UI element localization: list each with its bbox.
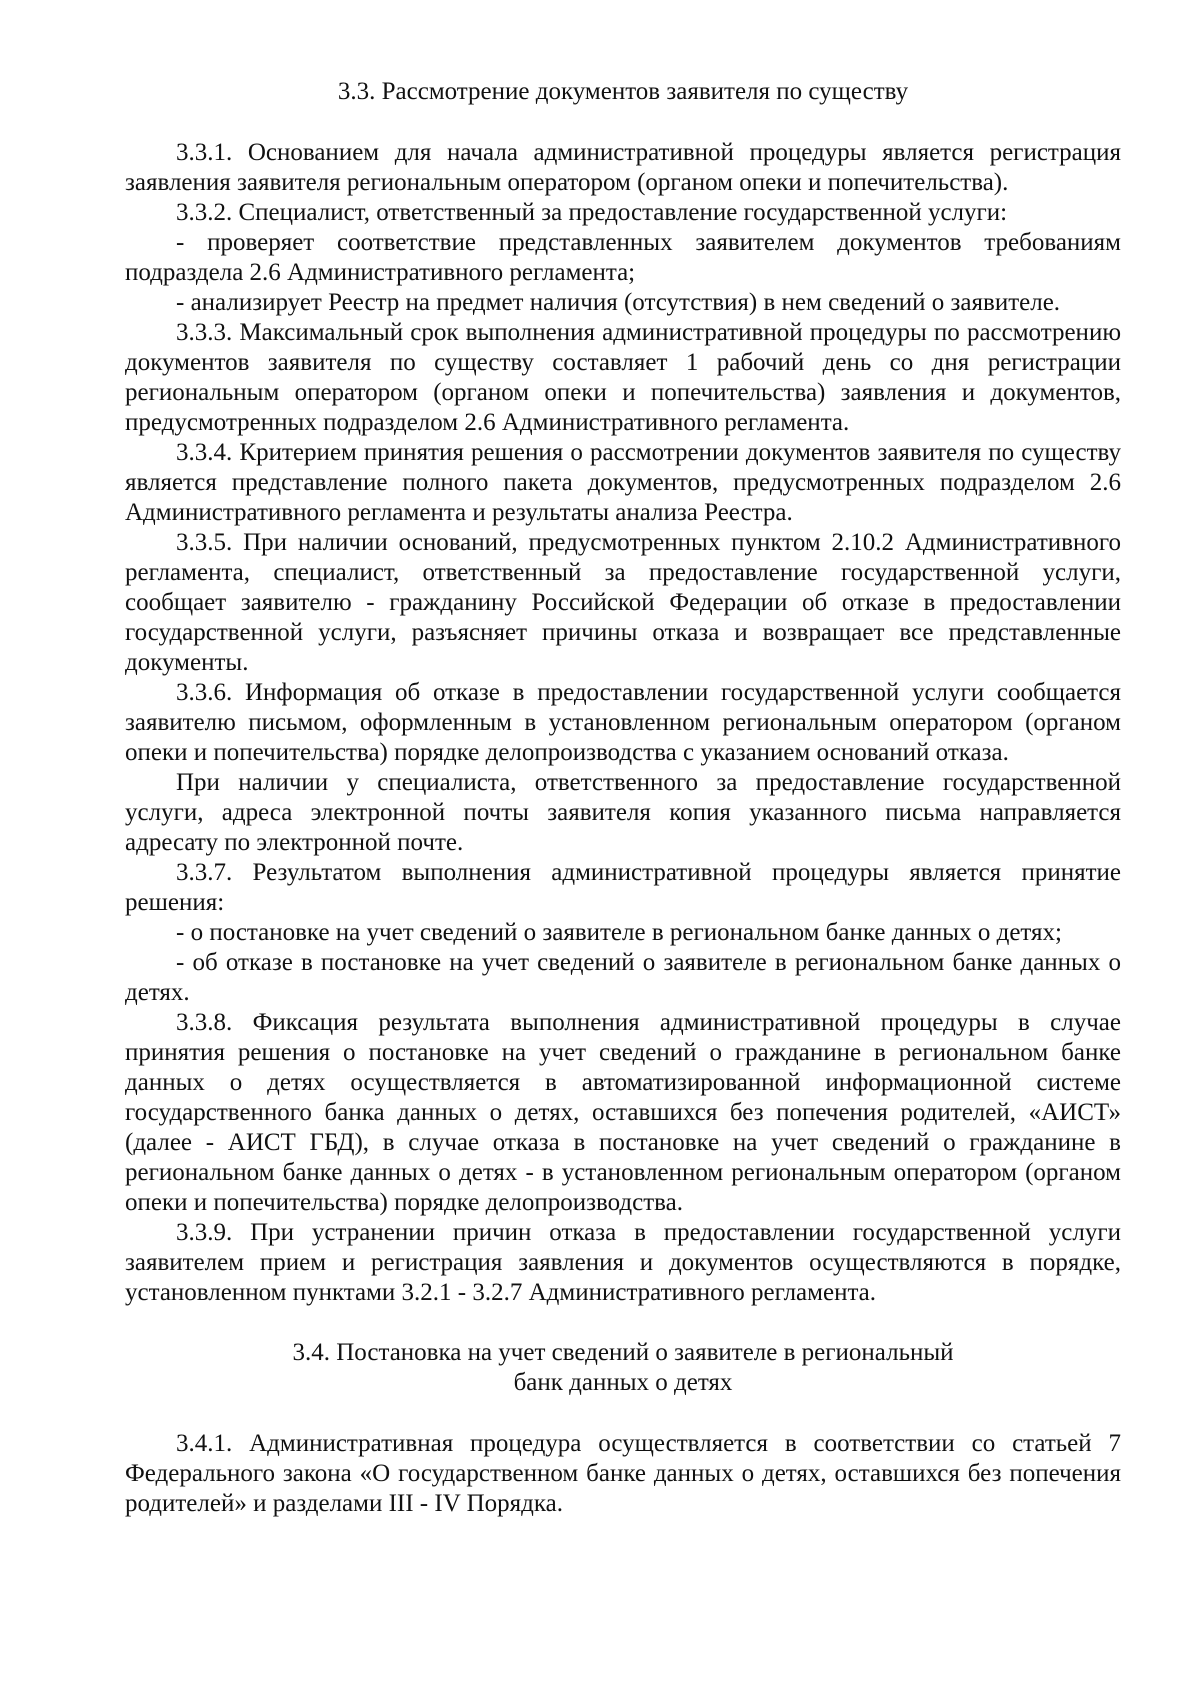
list-item-refusal-decision: - об отказе в постановке на учет сведений о заявителе в региональном банке данных о детях. — [125, 949, 1121, 1006]
paragraph-3-3-3: 3.3.3. Максимальный срок выполнения административной процедуры по рассмотрению документов заявителя по существу составляет 1 рабочий день со дня регистрации региональным оператором (органом опеки и попечительства) заявления и документов, предусмотренных подразделом 2.6 Административного регламента. — [125, 319, 1121, 436]
section-3-3-body — [125, 138, 1121, 1308]
paragraph-3-4-1: 3.4.1. Административная процедура осуществляется в соответствии со статьей 7 Федерального закона «О государственном банке данных о детях, оставшихся без попечения родителей» и разделами III - IV Порядка. — [125, 1430, 1121, 1517]
paragraph-3-3-9: 3.3.9. При устранении причин отказа в предоставлении государственной услуги заявителем прием и регистрация заявления и документов осуществляются в порядке, установленном пунктами 3.2.1 - 3.2.7 Административного регламента. — [125, 1219, 1121, 1306]
section-3-4-body — [125, 1429, 1121, 1519]
paragraph-3-3-6: 3.3.6. Информация об отказе в предоставлении государственной услуги сообщается заявителю письмом, оформленным в установленном региональным оператором (органом опеки и попечительства) порядке делопроизводства с указанием оснований отказа. — [125, 679, 1121, 766]
paragraph-3-3-2: 3.3.2. Специалист, ответственный за предоставление государственной услуги: — [176, 199, 1008, 226]
paragraph-3-3-7: 3.3.7. Результатом выполнения административной процедуры является принятие решения: — [125, 859, 1121, 916]
list-item-registration-decision: - о постановке на учет сведений о заявителе в региональном банке данных о детях; — [176, 919, 1062, 946]
section-heading-3-3: 3.3. Рассмотрение документов заявителя по существу — [337, 78, 909, 105]
section-heading-3-4 — [125, 1338, 1121, 1398]
section-heading-3-4-line-1: 3.4. Постановка на учет сведений о заявителе в региональный — [292, 1339, 954, 1366]
list-item-check-documents: - проверяет соответствие представленных заявителем документов требованиям подраздела 2.6 Административного регламента; — [125, 229, 1121, 286]
paragraph-email-notice: При наличии у специалиста, ответственного за предоставление государственной услуги, адреса электронной почты заявителя копия указанного письма направляется адресату по электронной почте. — [125, 769, 1121, 856]
section-heading-3-4-line-2: банк данных о детях — [513, 1369, 733, 1396]
paragraph-3-3-4: 3.3.4. Критерием принятия решения о рассмотрении документов заявителя по существу является представление полного пакета документов, предусмотренных подразделом 2.6 Административного регламента и результаты анализа Реестра. — [125, 439, 1121, 526]
paragraph-3-3-1: 3.3.1. Основанием для начала административной процедуры является регистрация заявления заявителя региональным оператором (органом опеки и попечительства). — [125, 139, 1121, 196]
paragraph-3-3-8: 3.3.8. Фиксация результата выполнения административной процедуры в случае принятия решения о постановке на учет сведений о гражданине в региональном банке данных о детях осуществляется в автоматизированной информационной системе государственного банка данных о детях, оставшихся без попечения родителей, «АИСТ» (далее - АИСТ ГБД), в случае отказа в постановке на учет сведений о гражданине в региональном банке данных о детях - в установленном региональным оператором (органом опеки и попечительства) порядке делопроизводства. — [125, 1009, 1121, 1216]
document-body — [125, 77, 1121, 1519]
list-item-analyze-registry: - анализирует Реестр на предмет наличия (отсутствия) в нем сведений о заявителе. — [176, 289, 1061, 316]
paragraph-3-3-5: 3.3.5. При наличии оснований, предусмотренных пунктом 2.10.2 Административного регламента, специалист, ответственный за предоставление государственной услуги, сообщает заявителю - гражданину Российской Федерации об отказе в предоставлении государственной услуги, разъясняет причины отказа и возвращает все представленные документы. — [125, 529, 1121, 676]
